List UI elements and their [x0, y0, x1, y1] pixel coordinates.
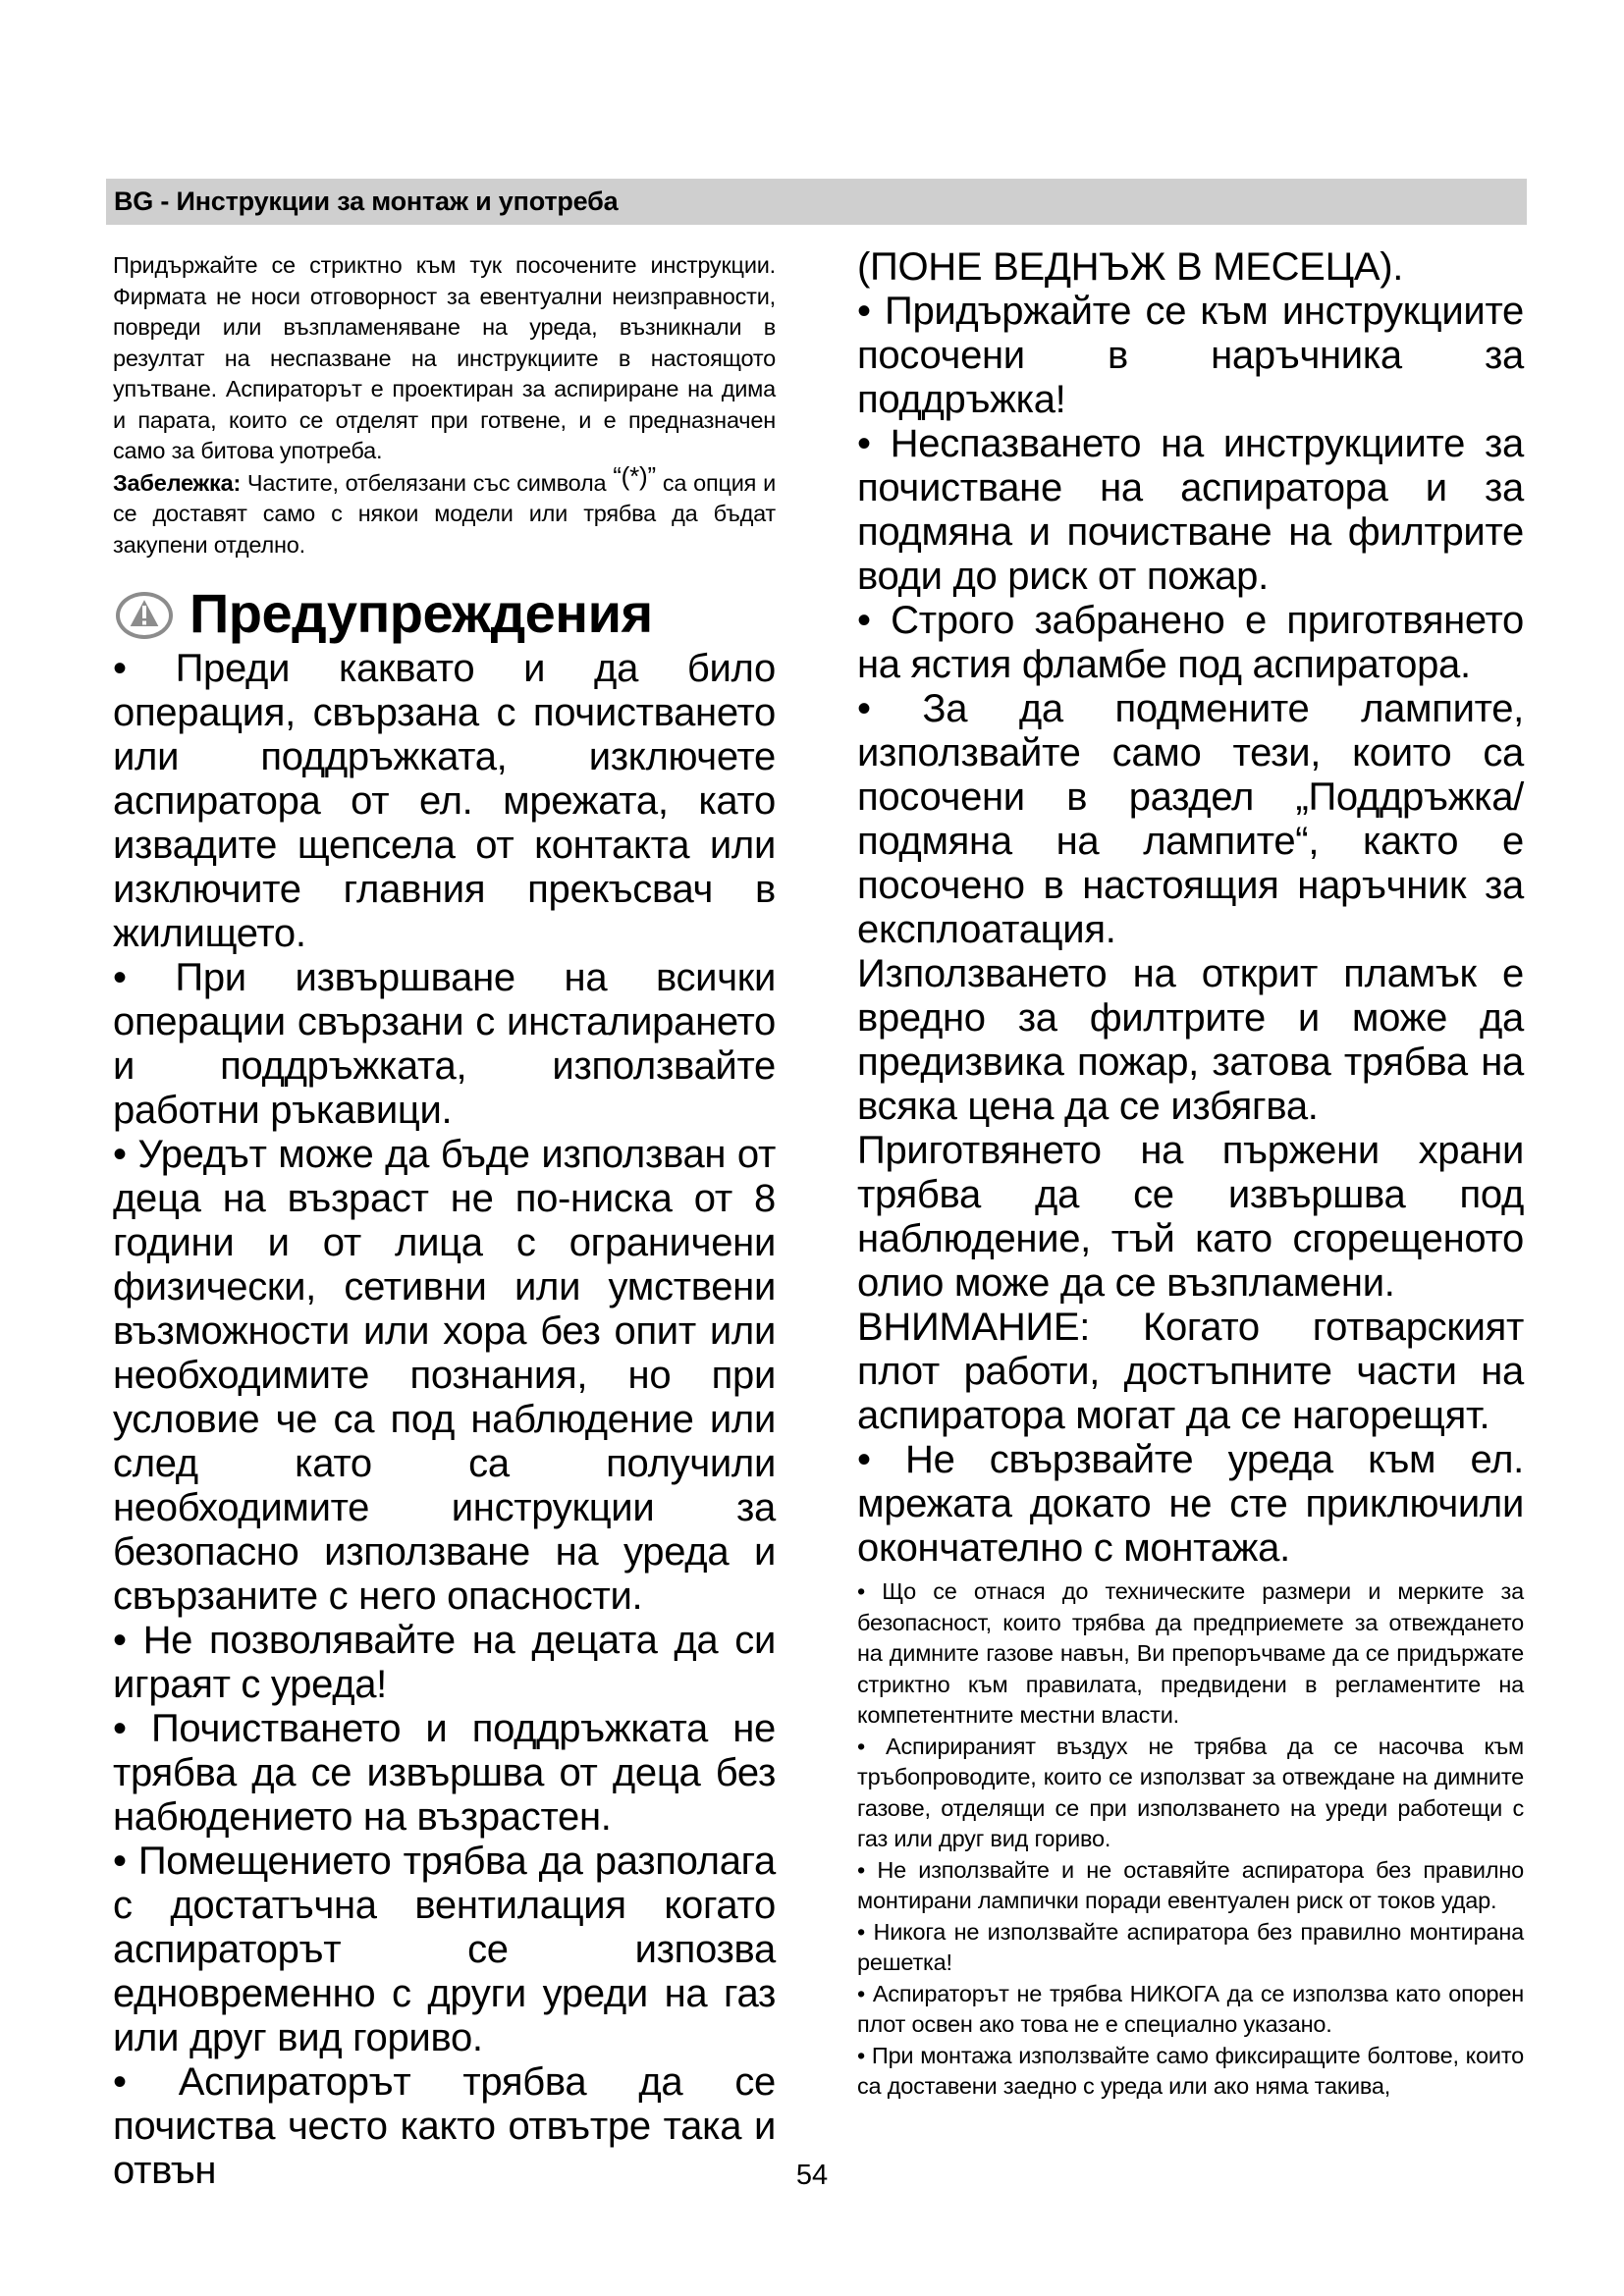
warning-icon	[113, 582, 176, 645]
warning-item: • Строго забранено е приготвянето на ястия фламбе под аспиратора.	[857, 599, 1524, 686]
safety-item: • При монтажа използвайте само фиксиращите болтове, които са доставени заедно с уреда или ако няма такива,	[857, 2042, 1524, 2099]
note-text-before: Частите, отбелязани със символа	[241, 469, 614, 496]
warning-item: • Уредът може да бъде използван от деца на възраст не по-ниска от 8 години и от лица с ограничени физически, сетивни или умствени възможности или хора без опит или необходимите познания, но при условие че са под наблюдение или след като са получили необходимите инструкции за безопасно използване на уреда и свързаните с него опасности.	[113, 1133, 776, 1618]
warning-item: • Преди каквато и да било операция, свързана с почистването или поддръжката, изключете аспиратора от ел. мрежата, като извадите щепсела от контакта или изключите главния прекъсвач в жилището.	[113, 647, 776, 955]
warning-item: • Придържайте се към инструкциите посочени в наръчника за поддръжка!	[857, 290, 1524, 421]
warning-item: (ПОНЕ ВЕДНЪЖ В МЕСЕЦА).	[857, 245, 1404, 289]
warning-item: • Помещението трябва да разполага с достатъчна вентилация когато аспираторът се изпозва едновременно с други уреди на газ или друг вид гориво.	[113, 1840, 776, 2059]
intro-paragraph: Придържайте се стриктно към тук посочените инструкции. Фирмата не носи отговорност за евентуални неизправности, повреди или възпламеняване на уреда, възникнали в резултат на неспазване на инструкциите в настоящото упътване. Аспираторът е проектиран за аспириране на дима и парата, които се отделят при готвене, и е предназначен само за битова употреба.	[113, 252, 776, 463]
safety-item: • Що се отнася до техническите размери и мерките за безопасност, които трябва да предприемете за отвеждането на димните газове навън, Ви препоръчваме да се придържате стриктно към правилата, предвидени в регламентите на компетентните местни власти.	[857, 1578, 1524, 1728]
warning-item: • Не позволявайте на децата да си играят с уреда!	[113, 1619, 776, 1706]
safety-item: • Аспираторът не трябва НИКОГА да се използва като опорен плот освен ако това не е специално указано.	[857, 1980, 1524, 2037]
section-header-title: BG - Инструкции за монтаж и употреба	[114, 187, 619, 216]
note-text-after: са опция и се доставят само с някои модели или трябва да бъдат закупени отделно.	[113, 469, 776, 558]
warning-item: • Не свързвайте уреда към ел. мрежата докато не сте приключили окончателно с монтажа.	[857, 1438, 1524, 1570]
note-label: Забележка:	[113, 469, 242, 496]
page-number: 54	[795, 2160, 829, 2191]
section-header	[106, 179, 1527, 225]
warning-item: • При извършване на всички операции свързани с инсталирането и поддръжката, използвайте работни ръкавици.	[113, 956, 776, 1132]
warnings-title: Предупреждения	[189, 582, 653, 644]
safety-item: • Никога не използвайте аспиратора без правилно монтирана решетка!	[857, 1918, 1524, 1975]
warning-item: • За да подмените лампите, използвайте само тези, които са посочени в раздел „Поддръжка/подмяна на лампите“, както е посочено в настоящия наръчник за експлоатация.	[857, 687, 1524, 951]
warning-item: • Почистването и поддръжката не трябва да се извършва от деца без набюдението на възрастен.	[113, 1707, 776, 1839]
warnings-heading	[113, 582, 776, 645]
right-column	[857, 245, 1524, 2103]
warning-item: • Неспазването на инструкциите за почистване на аспиратора и за подмяна и почистване на филтрите води до риск от пожар.	[857, 422, 1524, 598]
warning-item: ВНИМАНИЕ: Когато готварският плот работи, достъпните части на аспиратора могат да се нагорещят.	[857, 1306, 1524, 1437]
safety-item: • Аспирираният въздух не трябва да се насочва към тръбопроводите, които се използват за отвеждане на димните газове, отделящи се при използването на уреди работещи с газ или друг вид гориво.	[857, 1733, 1524, 1851]
left-column	[113, 250, 776, 2193]
safety-item: • Не използвайте и не оставяйте аспиратора без правилно монтирани лампички поради евентуален риск от токов удар.	[857, 1856, 1524, 1913]
warning-item: Приготвянето на пържени храни трябва да се извършва под наблюдение, тъй като сгорещеното олио може да се възпламени.	[857, 1129, 1524, 1305]
warning-item: • Аспираторът трябва да се почиства често както отвътре така и отвън	[113, 2060, 776, 2192]
warning-item: Използването на открит пламък е вредно за филтрите и може да предизвика пожар, затова трябва на всяка цена да се избягва.	[857, 952, 1524, 1128]
note-paragraph	[113, 460, 776, 561]
note-symbol: “(*)”	[613, 460, 656, 491]
